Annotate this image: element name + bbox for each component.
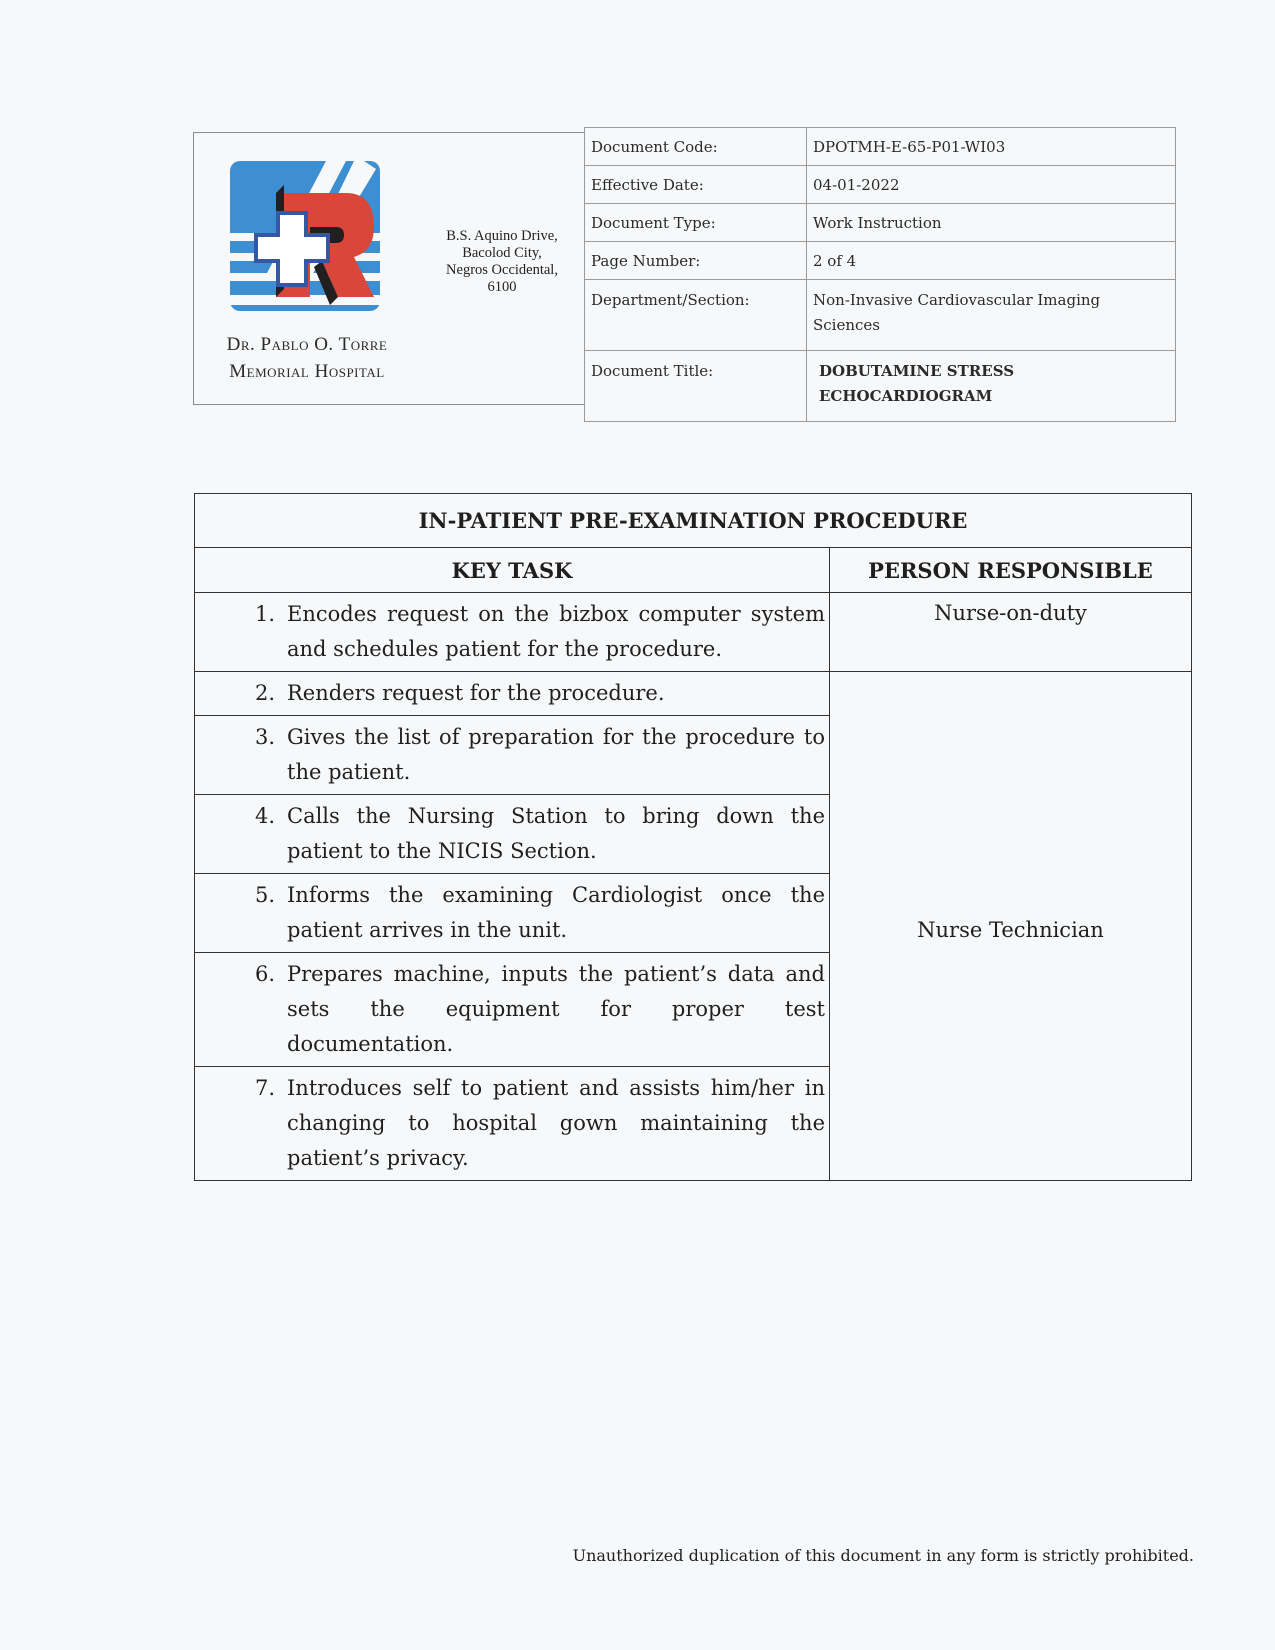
task-text: Renders request for the procedure. <box>287 681 665 705</box>
meta-value: 04-01-2022 <box>807 166 1176 204</box>
meta-row-department <box>585 280 1176 351</box>
task-cell <box>195 716 830 795</box>
address-line3: Negros Occidental, <box>446 262 558 278</box>
task-cell <box>195 795 830 874</box>
column-header-row <box>195 548 1192 593</box>
task-number: 3. <box>254 725 275 749</box>
meta-row-document-code <box>585 128 1176 166</box>
task-number: 1. <box>254 602 275 626</box>
task-number: 7. <box>254 1076 275 1100</box>
procedure-title: IN-PATIENT PRE-EXAMINATION PROCEDURE <box>195 494 1192 548</box>
person-responsible: Nurse Technician <box>830 672 1192 1181</box>
column-header-key-task: KEY TASK <box>195 548 830 593</box>
meta-row-page-number <box>585 242 1176 280</box>
task-number: 2. <box>254 681 275 705</box>
meta-label: Document Code: <box>585 128 807 166</box>
task-cell <box>195 672 830 716</box>
person-responsible: Nurse-on-duty <box>830 593 1192 672</box>
hospital-address <box>418 228 586 296</box>
hospital-logo-icon <box>226 155 386 325</box>
document-meta-table <box>584 127 1176 422</box>
hospital-name-line2: Memorial Hospital <box>229 361 385 382</box>
meta-label: Document Title: <box>585 351 807 422</box>
address-line2: Bacolod City, <box>462 245 542 261</box>
procedure-table <box>194 493 1192 1181</box>
task-text: Introduces self to patient and assists him/her in changing to hospital gown maintaining the patient’s privacy. <box>287 1076 825 1170</box>
document-header <box>193 132 1176 407</box>
task-text: Informs the examining Cardiologist once the patient arrives in the unit. <box>287 883 825 942</box>
column-header-person-responsible: PERSON RESPONSIBLE <box>830 548 1192 593</box>
footer-notice: Unauthorized duplication of this document in any form is strictly prohibited. <box>572 1546 1194 1565</box>
meta-value-title: DOBUTAMINE STRESS ECHOCARDIOGRAM <box>807 351 1176 422</box>
task-row <box>195 672 1192 716</box>
task-text: Prepares machine, inputs the patient’s data and sets the equipment for proper test documentation. <box>287 962 825 1056</box>
task-row <box>195 593 1192 672</box>
task-number: 6. <box>254 962 275 986</box>
task-cell <box>195 874 830 953</box>
task-text: Encodes request on the bizbox computer system and schedules patient for the procedure. <box>287 602 825 661</box>
meta-row-effective-date <box>585 166 1176 204</box>
meta-value: Work Instruction <box>807 204 1176 242</box>
task-cell <box>195 953 830 1067</box>
hospital-name-line1: Dr. Pablo O. Torre <box>226 334 388 355</box>
meta-label: Document Type: <box>585 204 807 242</box>
address-line1: B.S. Aquino Drive, <box>446 228 558 244</box>
meta-value: DPOTMH-E-65-P01-WI03 <box>807 128 1176 166</box>
meta-row-document-type <box>585 204 1176 242</box>
address-line4: 6100 <box>487 279 517 295</box>
meta-label: Page Number: <box>585 242 807 280</box>
task-text: Calls the Nursing Station to bring down the patient to the NICIS Section. <box>287 804 825 863</box>
hospital-identity-box <box>193 132 585 405</box>
task-cell <box>195 593 830 672</box>
meta-label: Department/Section: <box>585 280 807 351</box>
task-number: 5. <box>254 883 275 907</box>
procedure-title-row <box>195 494 1192 548</box>
task-number: 4. <box>254 804 275 828</box>
meta-value: Non-Invasive Cardiovascular Imaging Sciences <box>807 280 1176 351</box>
meta-row-document-title <box>585 351 1176 422</box>
meta-value: 2 of 4 <box>807 242 1176 280</box>
meta-label: Effective Date: <box>585 166 807 204</box>
task-cell <box>195 1067 830 1181</box>
hospital-name <box>194 331 420 385</box>
task-text: Gives the list of preparation for the procedure to the patient. <box>287 725 825 784</box>
